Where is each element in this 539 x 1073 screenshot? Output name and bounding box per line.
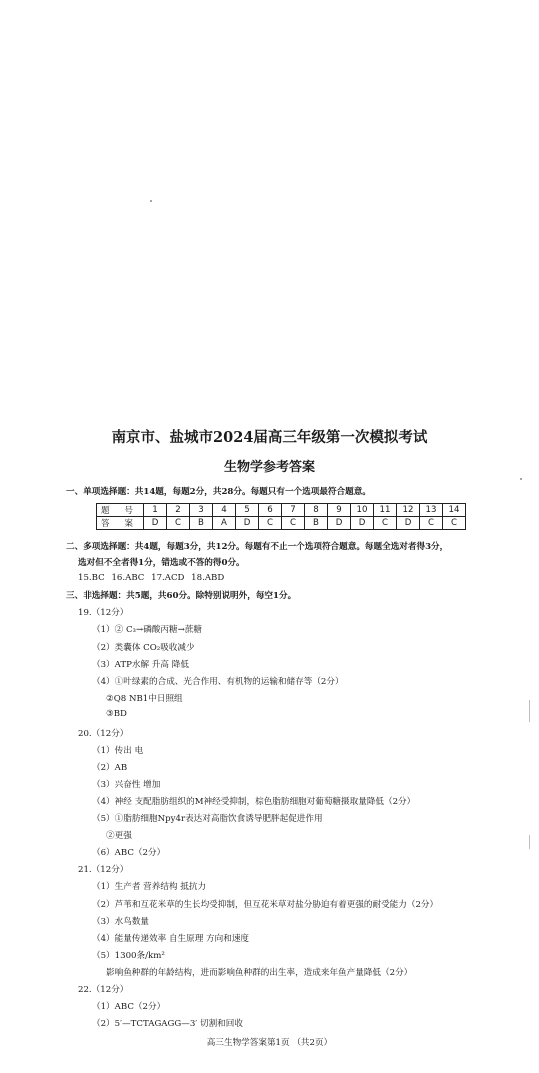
answer-line: （2）芦苇和互花米草的生长均受抑制，但互花米草对盐分胁迫有着更强的耐受能力（2分）	[92, 900, 439, 910]
question-20-heading: 20.（12分）	[78, 729, 129, 739]
answer-line: （2）5′—TCTAGAGG—3′ 切割和回收	[92, 1019, 243, 1029]
page-title: 南京市、盐城市2024届高三年级第一次模拟考试	[111, 429, 428, 446]
section2-heading-line2: 选对但不全者得1分，错选或不答的得0分。	[78, 558, 245, 568]
answer-line: （5）1300条/km²	[92, 951, 165, 961]
table-cell: 8	[305, 504, 328, 517]
table-cell: D	[144, 517, 167, 530]
answer-line: （3）水鸟数量	[92, 917, 150, 927]
table-cell: C	[282, 517, 305, 530]
answer-line: （3）ATP水解 升高 降低	[92, 660, 189, 670]
page-footer: 高三生物学答案第1页 （共2页）	[206, 1038, 333, 1048]
table-cell: 13	[420, 504, 443, 517]
table-cell: 11	[374, 504, 397, 517]
table-cell: 9	[328, 504, 351, 517]
question-19-heading: 19.（12分）	[78, 608, 129, 618]
answer-table	[96, 503, 466, 530]
table-row-label: 题 号	[97, 504, 144, 517]
answer-line: ③BD	[106, 709, 127, 719]
table-cell: 2	[167, 504, 190, 517]
answer-line: （5）①脂肪细胞Npy4r表达对高脂饮食诱导肥胖起促进作用	[92, 814, 323, 824]
table-cell: D	[328, 517, 351, 530]
section2-heading-line1: 二、多项选择题：共4题，每题3分，共12分。每题有不止一个选项符合题意。每题全选对者得3分，	[66, 542, 449, 552]
table-cell: 6	[259, 504, 282, 517]
answer-line: （1）生产者 营养结构 抵抗力	[92, 882, 207, 892]
scan-edge-mark	[529, 835, 530, 849]
answer-line: ②更强	[106, 831, 132, 841]
table-row-numbers	[97, 504, 466, 517]
scan-edge-mark	[529, 700, 530, 722]
table-cell: 4	[213, 504, 236, 517]
answer-line: （1）传出 电	[92, 746, 144, 756]
answer-line: （1）② C₃→磷酸丙糖→蔗糖	[92, 625, 202, 635]
answer-line: 影响鱼种群的年龄结构，进而影响鱼种群的出生率，造成来年鱼产量降低（2分）	[106, 968, 413, 978]
scan-speck	[520, 478, 522, 480]
table-cell: D	[351, 517, 374, 530]
answer-line: （1）ABC（2分）	[92, 1002, 166, 1012]
answer-line: （2）AB	[92, 763, 128, 773]
table-cell: 5	[236, 504, 259, 517]
answer-line: （2）类囊体 CO₂吸收减少	[92, 643, 195, 653]
table-cell: B	[190, 517, 213, 530]
scan-speck	[150, 200, 152, 202]
table-cell: C	[443, 517, 466, 530]
table-cell: D	[397, 517, 420, 530]
table-cell: 10	[351, 504, 374, 517]
table-row-answers	[97, 517, 466, 530]
table-cell: 7	[282, 504, 305, 517]
section1-heading: 一、单项选择题：共14题，每题2分，共28分。每题只有一个选项最符合题意。	[66, 487, 371, 497]
table-row-label: 答 案	[97, 517, 144, 530]
table-cell: 3	[190, 504, 213, 517]
table-cell: 1	[144, 504, 167, 517]
question-21-heading: 21.（12分）	[78, 865, 129, 875]
table-cell: C	[167, 517, 190, 530]
section2-answers: 15.BC 16.ABC 17.ACD 18.ABD	[78, 573, 225, 583]
table-cell: B	[305, 517, 328, 530]
table-cell: D	[236, 517, 259, 530]
answer-line: ②Q8 NB1中日照组	[106, 694, 183, 704]
section3-heading: 三、非选择题：共5题，共60分。除特别说明外，每空1分。	[66, 591, 297, 601]
table-cell: A	[213, 517, 236, 530]
answer-line: （4）能量传递效率 自生原理 方向和速度	[92, 934, 250, 944]
table-cell: 14	[443, 504, 466, 517]
answer-line: （4）①叶绿素的合成、光合作用、有机物的运输和储存等（2分）	[92, 677, 344, 687]
answer-line: （4）神经 支配脂肪组织的M神经受抑制，棕色脂肪细胞对葡萄糖摄取量降低（2分）	[92, 797, 416, 807]
question-22-heading: 22.（12分）	[78, 985, 129, 995]
table-cell: C	[374, 517, 397, 530]
table-cell: 12	[397, 504, 420, 517]
answer-line: （6）ABC（2分）	[92, 848, 166, 858]
table-cell: C	[259, 517, 282, 530]
page-subtitle: 生物学参考答案	[223, 460, 315, 475]
table-cell: C	[420, 517, 443, 530]
answer-line: （3）兴奋性 增加	[92, 780, 161, 790]
